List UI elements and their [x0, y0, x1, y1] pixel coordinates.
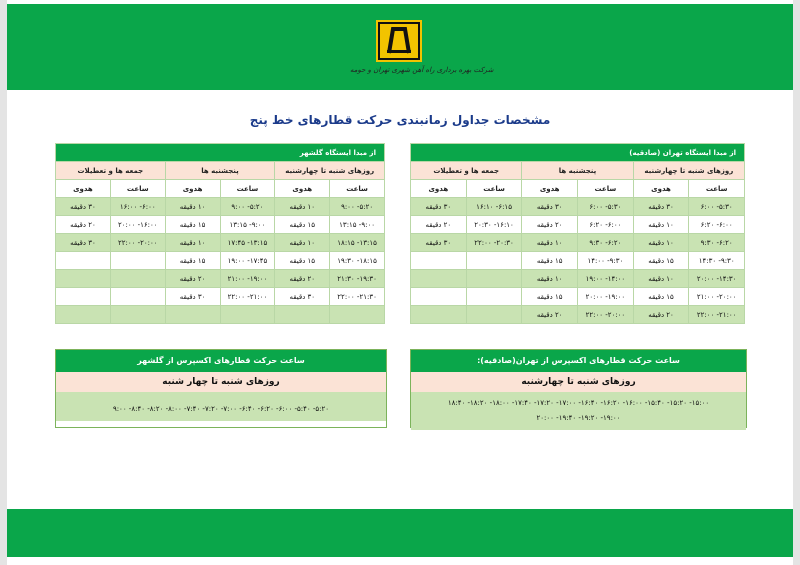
table-cell: ۱۰ دقیقه [165, 234, 220, 252]
column-header: هدوی [56, 180, 111, 198]
table-cell: ۳۰ دقیقه [522, 198, 578, 216]
table-cell: ۲۰:۳۰- ۲۲:۰۰ [466, 234, 522, 252]
express-times [56, 392, 386, 421]
table-cell: ۱۰ دقیقه [165, 198, 220, 216]
express-times [411, 392, 746, 430]
table-cell [110, 252, 165, 270]
group-header: جمعه ها و تعطیلات [56, 162, 166, 180]
table-cell: ۲۱:۰۰- ۲۲:۰۰ [220, 288, 275, 306]
table-row [56, 270, 385, 288]
table-cell: ۶:۰۰- ۶:۲۰ [689, 216, 745, 234]
table-cell: ۳۰ دقیقه [56, 234, 111, 252]
express-box-golshahr [55, 349, 387, 428]
table-cell: ۲۰ دقیقه [522, 306, 578, 324]
table-cell: ۳۰ دقیقه [56, 198, 111, 216]
table-cell [411, 306, 467, 324]
table-title: از مبدا ایستگاه تهران (صادقیه) [411, 144, 745, 162]
table-cell: ۳۰ دقیقه [633, 198, 689, 216]
column-header: هدوی [165, 180, 220, 198]
table-cell [56, 288, 111, 306]
table-cell: ۱۵ دقیقه [165, 216, 220, 234]
group-header: پنجشنبه ها [165, 162, 275, 180]
table-cell: ۱۳:۱۵- ۱۷:۴۵ [220, 234, 275, 252]
table-cell: ۱۴:۳۰- ۲۰:۰۰ [689, 270, 745, 288]
table-cell [56, 306, 111, 324]
table-cell: ۱۸:۱۵- ۱۹:۳۰ [330, 252, 385, 270]
table-cell [56, 270, 111, 288]
table-row [411, 252, 745, 270]
table-cell: ۲۰ دقیقه [165, 270, 220, 288]
table-cell: ۲۰:۰۰- ۲۲:۰۰ [110, 234, 165, 252]
column-header: ساعت [578, 180, 634, 198]
table-cell: ۲۰ دقیقه [411, 216, 467, 234]
table-cell: ۹:۰۰- ۱۳:۱۵ [330, 216, 385, 234]
table-row [411, 198, 745, 216]
footer-band [7, 509, 793, 557]
express-title: ساعت حرکت قطارهای اکسپرس از تهران(صادقیه): [411, 350, 746, 372]
page-title: مشخصات جداول زمانبندی حرکت قطارهای خط پنج [249, 113, 551, 127]
table-row [56, 306, 385, 324]
table-cell: ۱۹:۰۰- ۲۰:۰۰ [578, 288, 634, 306]
column-header: ساعت [689, 180, 745, 198]
table-cell [466, 270, 522, 288]
timetable-tehran [410, 143, 745, 324]
table-row [56, 234, 385, 252]
table-cell: ۱۳:۱۵- ۱۸:۱۵ [330, 234, 385, 252]
table-row [411, 234, 745, 252]
group-header: پنجشنبه ها [522, 162, 633, 180]
table-row [411, 288, 745, 306]
column-header: ساعت [466, 180, 522, 198]
column-header: هدوی [522, 180, 578, 198]
table-cell: ۲۰ دقیقه [633, 306, 689, 324]
table-cell: ۲۱:۰۰- ۲۲:۰۰ [689, 306, 745, 324]
table-cell: ۱۹:۳۰- ۲۱:۳۰ [330, 270, 385, 288]
table-cell: ۱۰ دقیقه [633, 270, 689, 288]
table-cell: ۹:۰۰- ۱۳:۱۵ [220, 216, 275, 234]
column-header: ساعت [330, 180, 385, 198]
table-cell [110, 270, 165, 288]
table-cell: ۳۰ دقیقه [165, 288, 220, 306]
table-row [56, 198, 385, 216]
table-cell [411, 252, 467, 270]
table-cell: ۶:۰۰- ۱۶:۰۰ [110, 198, 165, 216]
table-cell: ۱۰ دقیقه [275, 198, 330, 216]
table-row [56, 288, 385, 306]
table-cell: ۱۴:۰۰- ۱۹:۰۰ [578, 270, 634, 288]
table-cell: ۹:۳۰- ۱۴:۳۰ [689, 252, 745, 270]
column-header: ساعت [110, 180, 165, 198]
table-row [56, 216, 385, 234]
table-cell: ۱۵ دقیقه [275, 252, 330, 270]
metro-logo-icon [376, 20, 422, 62]
table-cell: ۵:۲۰- ۹:۰۰ [330, 198, 385, 216]
table-cell: ۳۰ دقیقه [275, 288, 330, 306]
table-cell [411, 270, 467, 288]
table-cell: ۶:۲۰- ۹:۳۰ [578, 234, 634, 252]
column-header: هدوی [411, 180, 467, 198]
table-cell: ۹:۳۰- ۱۴:۰۰ [578, 252, 634, 270]
table-cell: ۱۵ دقیقه [275, 216, 330, 234]
table-cell: ۲۱:۳۰- ۲۲:۰۰ [330, 288, 385, 306]
table-cell: ۱۶:۱۰- ۲۰:۳۰ [466, 216, 522, 234]
table-cell [466, 252, 522, 270]
table-cell: ۱۵ دقیقه [633, 288, 689, 306]
table-cell [56, 252, 111, 270]
table-row [411, 306, 745, 324]
table-cell: ۱۰ دقیقه [522, 234, 578, 252]
column-header: ساعت [220, 180, 275, 198]
table-cell: ۱۵ دقیقه [165, 252, 220, 270]
table-cell [275, 306, 330, 324]
table-cell: ۱۰ دقیقه [522, 270, 578, 288]
table-row [411, 216, 745, 234]
table-cell: ۲۰:۰۰- ۲۱:۰۰ [689, 288, 745, 306]
express-times-line: ۱۹:۰۰- ۱۹:۲۰- ۱۹:۴۰- ۲۰:۰۰ [536, 414, 621, 422]
table-row [56, 252, 385, 270]
table-cell: ۵:۳۰- ۶:۰۰ [578, 198, 634, 216]
express-times-line: ۵:۲۰- ۵:۴۰- ۶:۰۰- ۶:۲۰- ۶:۴۰- ۷:۰۰- ۷:۲۰- ۷:۴۰- ۸:۰۰- ۸:۲۰- ۸:۴۰- ۹:۰۰ [112, 405, 330, 413]
table-cell: ۲۰ دقیقه [275, 270, 330, 288]
table-cell [165, 306, 220, 324]
table-cell: ۱۵ دقیقه [522, 288, 578, 306]
table-row [411, 270, 745, 288]
right-edge [793, 0, 800, 565]
table-cell: ۱۰ دقیقه [275, 234, 330, 252]
table-cell: ۱۰ دقیقه [633, 216, 689, 234]
timetable-golshahr [55, 143, 385, 324]
table-cell: ۲۰:۰۰- ۲۲:۰۰ [578, 306, 634, 324]
express-title: ساعت حرکت قطارهای اکسپرس از گلشهر [56, 350, 386, 372]
group-header: روزهای شنبه تا چهارشنبه [275, 162, 385, 180]
table-cell: ۱۷:۴۵- ۱۹:۰۰ [220, 252, 275, 270]
group-header: جمعه ها و تعطیلات [411, 162, 522, 180]
table-cell: ۲۰ دقیقه [522, 216, 578, 234]
table-cell [220, 306, 275, 324]
table-cell: ۳۰ دقیقه [411, 234, 467, 252]
table-cell [411, 288, 467, 306]
logo-caption: شرکت بهره برداری راه آهن شهری تهران و حومه [350, 66, 494, 74]
table-cell [110, 288, 165, 306]
table-cell: ۵:۳۰- ۶:۰۰ [689, 198, 745, 216]
column-header: هدوی [633, 180, 689, 198]
express-times-line: ۱۵:۰۰- ۱۵:۲۰- ۱۵:۴۰- ۱۶:۰۰- ۱۶:۲۰- ۱۶:۴۰- ۱۷:۰۰- ۱۷:۲۰- ۱۷:۴۰- ۱۸:۰۰- ۱۸:۲۰- ۱۸:۴۰ [447, 399, 710, 407]
group-header: روزهای شنبه تا چهارشنبه [633, 162, 744, 180]
table-cell [466, 306, 522, 324]
table-cell: ۱۵ دقیقه [522, 252, 578, 270]
table-title: از مبدا ایستگاه گلشهر [56, 144, 385, 162]
left-edge [0, 0, 7, 565]
table-cell: ۱۹:۰۰- ۲۱:۰۰ [220, 270, 275, 288]
table-cell [466, 288, 522, 306]
table-cell: ۱۵ دقیقه [633, 252, 689, 270]
table-cell [330, 306, 385, 324]
table-cell: ۲۰ دقیقه [56, 216, 111, 234]
table-cell [110, 306, 165, 324]
table-cell: ۳۰ دقیقه [411, 198, 467, 216]
table-cell: ۱۰ دقیقه [633, 234, 689, 252]
column-header: هدوی [275, 180, 330, 198]
table-cell: ۶:۰۰- ۶:۲۰ [578, 216, 634, 234]
express-subtitle: روزهای شنبه تا چهار شنبه [56, 372, 386, 392]
table-cell: ۶:۲۰- ۹:۳۰ [689, 234, 745, 252]
table-cell: ۱۶:۰۰- ۲۰:۰۰ [110, 216, 165, 234]
express-subtitle: روزهای شنبه تا چهارشنبه [411, 372, 746, 392]
table-cell: ۵:۲۰- ۹:۰۰ [220, 198, 275, 216]
table-cell: ۶:۱۵- ۱۶:۱۰ [466, 198, 522, 216]
express-box-tehran [410, 349, 747, 428]
